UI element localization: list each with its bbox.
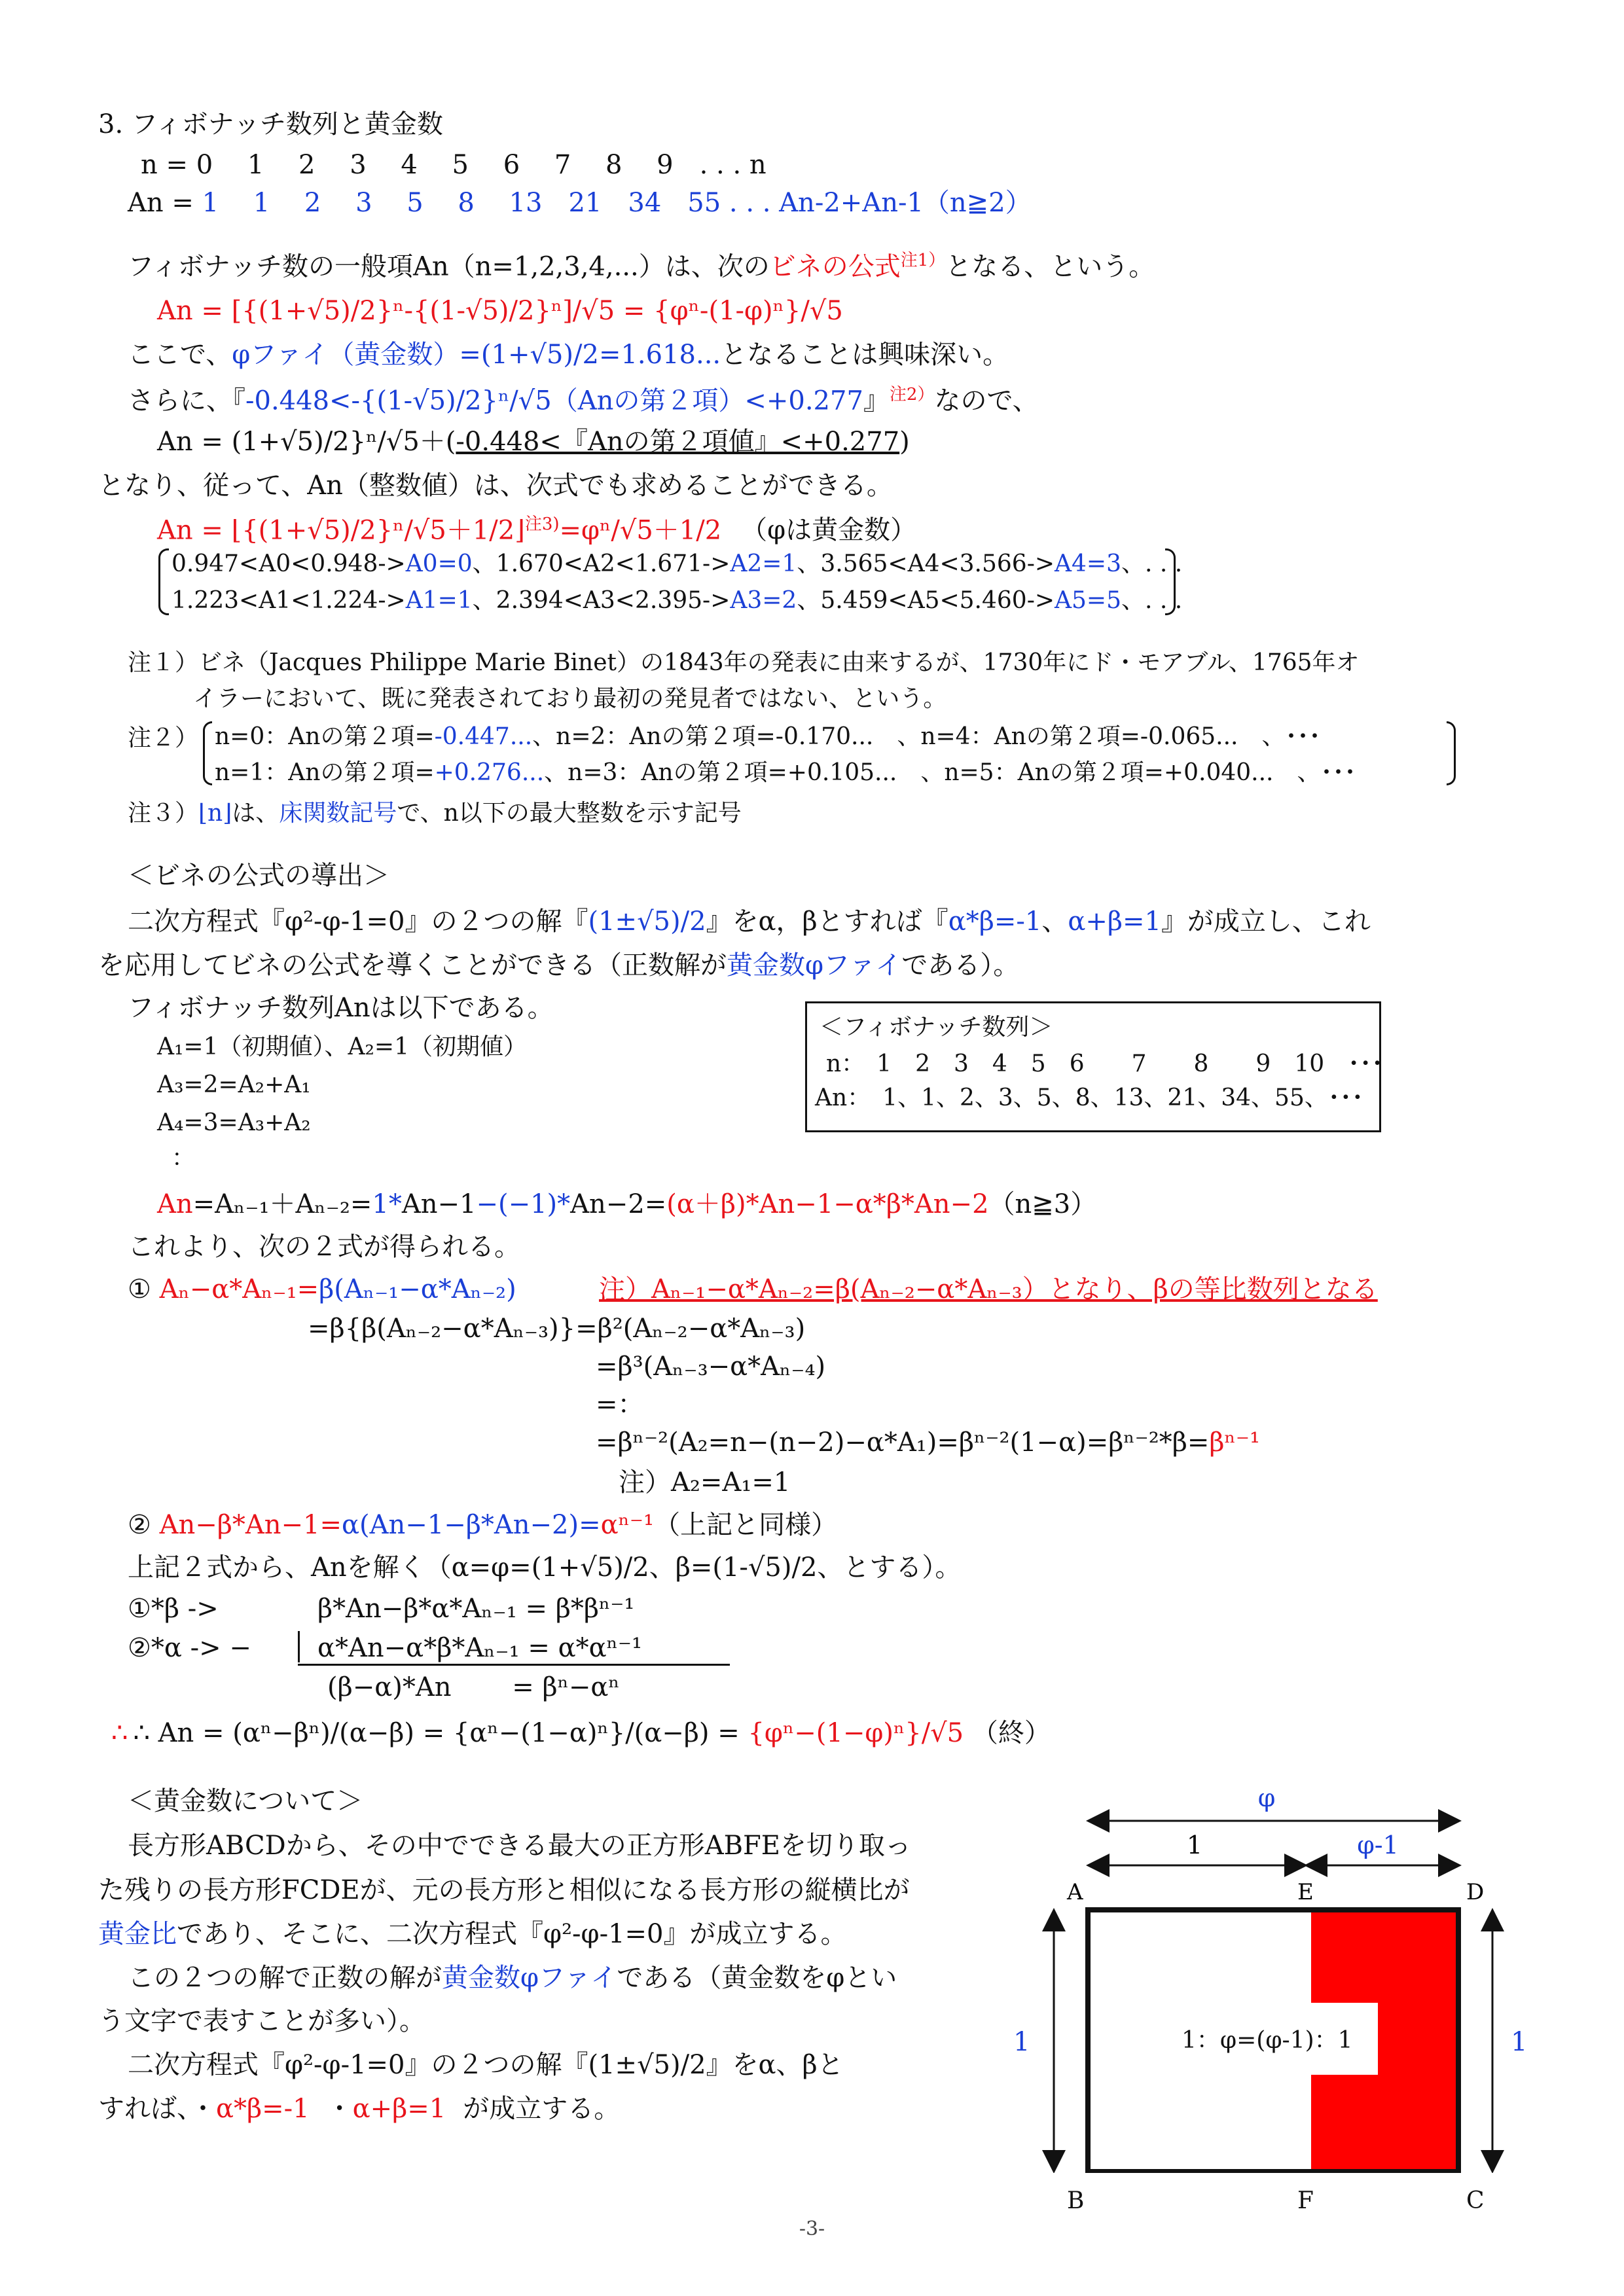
bracket-row-2-segment: 、. . .: [1121, 587, 1183, 614]
page-number: -3-: [799, 2217, 825, 2240]
vertex-e: E: [1297, 1879, 1314, 1905]
dp1-e: 、: [1041, 906, 1068, 937]
note2-row-2-segment: +0.276...: [434, 759, 545, 786]
ellipsis-vertical: ：: [171, 1145, 196, 1172]
golden-p3-rest: であり、そこに、二次方程式『φ²-φ-1=0』が成立する。: [177, 1919, 847, 1949]
a1-a2-line: A₁=1（初期値）、A₂=1（初期値）: [157, 1033, 527, 1060]
golden-ratio-term: 黄金比: [98, 1919, 177, 1949]
golden-rectangle-svg: [1034, 1780, 1545, 2173]
bracket-row-2-segment: A3=2: [730, 587, 797, 614]
decomp-c: ): [899, 427, 910, 457]
dp1-sum: α+β=1: [1068, 906, 1161, 937]
an-recurrence-segment: (α＋β)*An−1−α*β*An−2: [666, 1189, 989, 1219]
an-recurrence-segment: An: [157, 1189, 193, 1219]
golden-number-value: φファイ（黄金数）=(1+√5)/2=1.618...: [232, 340, 721, 370]
fibonacci-box-n: n： 1 2 3 4 5 6 7 8 9 10 ･･･: [826, 1050, 1384, 1077]
note2-row-1: [215, 725, 1321, 749]
floor-formula: An = ⌊{(1+√5)/2}ⁿ/√5＋1/2⌋: [157, 515, 525, 546]
golden-p7-sum: α+β=1: [352, 2094, 446, 2124]
derivation-heading: ＜ビネの公式の導出＞: [128, 861, 389, 891]
golden-p1: 長方形ABCDから、その中でできる最大の正方形ABFEを切り取っ: [128, 1831, 911, 1861]
an-recurrence-segment: An−2=: [570, 1189, 667, 1219]
golden-p6: 二次方程式『φ²-φ-1=0』の２つの解『(1±√5)/2』をα、βと: [128, 2050, 844, 2080]
note2-row-1-segment: 、n=2：Anの第２項=-0.170... 、n=4：Anの第２項=-0.065... 、･･･: [532, 723, 1321, 750]
range-open: さらに、『: [128, 386, 245, 416]
eq2-number: ②: [128, 1510, 151, 1540]
decomp-b: -0.448<『Anの第２項値』<+0.277: [456, 427, 900, 457]
eq1-l5-result: βⁿ⁻¹: [1209, 1427, 1260, 1458]
integer-value-line: となり、従って、An（整数値）は、次式でも求めることができる。: [98, 471, 893, 501]
golden-p4: [128, 1965, 897, 1991]
golden-rectangle-figure: [1013, 1780, 1545, 2214]
an-recurrence-segment: −(−1)*: [476, 1189, 571, 1219]
floor-function-term: 床関数記号: [279, 800, 397, 827]
bracket-row-1: [171, 552, 1182, 576]
note3-label: 注３）: [128, 800, 199, 827]
note2-row-2: [215, 761, 1356, 785]
binet-intro-line: [128, 251, 1155, 282]
an-label: An =: [128, 188, 202, 218]
eq2-result: αⁿ⁻¹: [600, 1510, 655, 1540]
vertex-c: C: [1466, 2187, 1485, 2214]
ratio-label: 1：φ=(φ-1)：1: [1182, 2027, 1353, 2054]
fibonacci-box-an: An： 1、1、2、3、5、8、13、21、34、55、･･･: [815, 1085, 1363, 1111]
second-term-range-line: [128, 386, 1039, 414]
one-top-label: 1: [1186, 1831, 1203, 1859]
vertex-f: F: [1297, 2187, 1314, 2214]
binet-formula-term: ビネの公式: [769, 251, 901, 282]
note1-ref: 注1）: [900, 251, 946, 270]
eq1-l5-body: =βⁿ⁻²(A₂=n−(n−2)−α*A₁)=βⁿ⁻²(1−α)=βⁿ⁻²*β=: [596, 1427, 1210, 1458]
an-values: 1 1 2 3 5 8 13 21 34 55 . . . An-2+An-1（n≧2）: [202, 188, 1032, 218]
range-post: なので、: [934, 386, 1039, 416]
an-recurrence-segment: 1*: [372, 1189, 402, 1219]
vertex-d: D: [1466, 1879, 1485, 1905]
bracket-row-1-segment: A0=0: [405, 550, 473, 577]
final-body: ∴ An = (αⁿ−βⁿ)/(α−β) = {αⁿ−(1−α)ⁿ}/(α−β) =: [133, 1718, 740, 1748]
final-end: （終）: [971, 1718, 1051, 1748]
right-one-label: 1: [1511, 2027, 1528, 2057]
bracket-row-1-segment: 0.947<A0<0.948->: [171, 550, 406, 577]
eq1-line-4: =：: [596, 1390, 644, 1420]
step3-eq: (β−α)*An = βⁿ−αⁿ: [327, 1672, 620, 1702]
eq2-line: [128, 1512, 837, 1538]
step2-eq: α*An−α*β*Aₙ₋₁ = α*αⁿ⁻¹: [317, 1633, 643, 1663]
eq1-note: 注）Aₙ₋₁−α*Aₙ₋₂=β(Aₙ₋₂−α*Aₙ₋₃）となり、βの等比数列となる: [599, 1274, 1378, 1304]
golden-p7-e: が成立する。: [463, 2094, 621, 2124]
binet-intro-text: フィボナッチ数の一般項An（n=1,2,3,4,...）は、次の: [128, 251, 770, 282]
step2-bracket-vert: [298, 1631, 300, 1662]
final-line: [111, 1720, 1051, 1746]
step-sum-rule: [298, 1664, 730, 1666]
bracket-row-2-segment: 1.223<A1<1.224->: [171, 587, 406, 614]
step2-label: ②*α -> −: [128, 1633, 251, 1663]
floor-symbol: ⌊n⌋: [198, 800, 232, 827]
golden-p7-product: α*β=-1: [216, 2094, 310, 2124]
range-close: 』: [863, 386, 890, 416]
note2-row-1-segment: -0.447...: [434, 723, 533, 750]
derivation-p1: [128, 908, 1371, 935]
golden-p4-term: 黄金数φファイ: [442, 1963, 617, 1993]
floor-formula-tail: =φⁿ/√5＋1/2: [559, 515, 722, 546]
eq1-number: ①: [128, 1274, 151, 1304]
bracket-row-1-segment: 、. . .: [1121, 550, 1183, 577]
golden-p7-a: すれば、・: [98, 2094, 216, 2124]
an-recurrence-segment: An−1: [401, 1189, 477, 1219]
bracket-row-2-segment: A5=5: [1055, 587, 1122, 614]
note3-mid: は、: [232, 800, 280, 827]
bracket-row-2-segment: A1=1: [405, 587, 473, 614]
note3-line: [128, 802, 742, 825]
eq2-lhs: An−β*An−1=: [159, 1510, 342, 1540]
golden-p4-c: である（黄金数をφとい: [617, 1963, 897, 1993]
dp1-a: 二次方程式『φ²-φ-1=0』の２つの解『: [128, 906, 588, 937]
note2-row-2-segment: 、n=3：Anの第２項=+0.105... 、n=5：Anの第２項=+0.040... 、･･･: [544, 759, 1356, 786]
eq1-line-3: =β³(Aₙ₋₃−α*Aₙ₋₄): [596, 1352, 826, 1382]
floor-formula-line: [157, 514, 917, 546]
eq2-note: （上記と同様）: [654, 1510, 838, 1540]
note2-right-brace: [1447, 721, 1456, 785]
left-one-label: 1: [1013, 2027, 1030, 2057]
dp1-c: 』をα，βとすれば『: [706, 906, 948, 937]
note1-line-2: イラーにおいて、既に発表されており最初の発見者ではない、という。: [193, 685, 947, 712]
two-equations-line: これより、次の２式が得られる。: [128, 1232, 520, 1262]
bracket-row-2: [171, 589, 1182, 613]
decomp-a: An = (1+√5)/2}ⁿ/√5＋(: [157, 427, 456, 457]
dp1-roots: (1±√5)/2: [588, 906, 706, 937]
a3-line: A₃=2=A₂+A₁: [157, 1071, 311, 1098]
step1-label: ①*β ->: [128, 1594, 219, 1624]
phi-is-golden: （φは黄金数）: [741, 515, 917, 546]
bracket-row-1-segment: A2=1: [730, 550, 797, 577]
phi-label: φ: [1257, 1784, 1276, 1812]
n-index-row: n = 0 1 2 3 4 5 6 7 8 9 . . . n: [141, 150, 767, 180]
an-recurrence-segment: =A: [192, 1189, 234, 1219]
an-recurrence-segment: （n≧3）: [988, 1189, 1097, 1219]
eq1-line-2: =β{β(Aₙ₋₂−α*Aₙ₋₃)}=β²(Aₙ₋₂−α*Aₙ₋₃): [308, 1314, 806, 1344]
dp1-product: α*β=-1: [948, 906, 1042, 937]
step1-eq: β*An−β*α*Aₙ₋₁ = β*βⁿ⁻¹: [317, 1594, 635, 1624]
binet-intro-end: となる、という。: [945, 251, 1155, 282]
therefore-symbol: ∴: [111, 1718, 128, 1748]
dp1-g: 』が成立し、これ: [1161, 906, 1371, 937]
golden-number-line: [128, 342, 1009, 368]
binet-formula: An = [{(1+√5)/2}ⁿ-{(1-√5)/2}ⁿ]/√5 = {φⁿ-(1-φ)ⁿ}/√5: [157, 296, 843, 326]
a4-line: A₄=3=A₃+A₂: [157, 1109, 311, 1136]
eq1-lhs: Aₙ−α*Aₙ₋₁=: [159, 1274, 319, 1304]
bracket-row-1-segment: 、3.565<A4<3.566->: [797, 550, 1055, 577]
golden-number-pre: ここで、: [128, 340, 232, 370]
vertex-a: A: [1067, 1879, 1083, 1905]
an-values-row: [128, 190, 1032, 216]
eq1-line: [128, 1276, 516, 1302]
bracket-row-1-segment: A4=3: [1055, 550, 1122, 577]
dp2-golden: 黄金数φファイ: [727, 950, 902, 980]
range-expr: -0.448<-{(1-√5)/2}ⁿ/√5（Anの第２項）<+0.277: [245, 386, 863, 416]
golden-p3: [98, 1921, 847, 1947]
section-title: 3. フィボナッチ数列と黄金数: [98, 109, 443, 139]
note2-left-brace: [203, 721, 212, 785]
golden-p4-a: この２つの解で正数の解が: [128, 1963, 442, 1993]
note2-row-2-segment: n=1：Anの第２項=: [215, 759, 435, 786]
bracket-row-2-segment: 、5.459<A5<5.460->: [797, 587, 1055, 614]
vertex-b: B: [1067, 2187, 1085, 2214]
note2-row-1-segment: n=0：Anの第２項=: [215, 723, 435, 750]
left-brace: [158, 548, 169, 615]
golden-p5: う文字で表すことが多い）。: [98, 2006, 425, 2036]
derivation-p3: フィボナッチ数列Anは以下である。: [128, 993, 554, 1023]
eq2-rhs: α(An−1−β*An−2)=: [342, 1510, 601, 1540]
bracket-row-2-segment: 、2.394<A3<2.395->: [472, 587, 731, 614]
note2-label: 注２）: [128, 725, 199, 751]
bracket-row-1-segment: 、1.670<A2<1.671->: [472, 550, 731, 577]
final-result: {φⁿ−(1−φ)ⁿ}/√5: [748, 1718, 964, 1748]
golden-p2: た残りの長方形FCDEが、元の長方形と相似になる長方形の縦横比が: [98, 1875, 910, 1905]
note1-line-1: 注１）ビネ（Jacques Philippe Marie Binet）の1843年の発表に由来するが、1730年にド・モアブル、1765年オ: [128, 649, 1360, 676]
dp2-c: である）。: [901, 950, 1020, 980]
note2-ref: 注2）: [889, 385, 935, 404]
an-decomposition-line: [157, 429, 910, 455]
an-recurrence-segment: ₙ₋₁＋Aₙ₋₂=: [234, 1189, 372, 1219]
phi-minus-one-label: φ-1: [1357, 1831, 1399, 1859]
eq1-rhs: β(Aₙ₋₁−α*Aₙ₋₂): [319, 1274, 516, 1304]
fibonacci-box-title: ＜フィボナッチ数列＞: [820, 1014, 1053, 1041]
derivation-p2: [98, 952, 1019, 978]
golden-p7-dot: ・: [326, 2094, 353, 2124]
golden-heading: ＜黄金数について＞: [128, 1786, 363, 1816]
golden-number-post: となることは興味深い。: [721, 340, 1009, 370]
an-recurrence-line: [157, 1191, 1096, 1217]
note3-ref: 注3): [524, 514, 560, 534]
eq1-line-6: 注）A₂=A₁=1: [619, 1467, 791, 1498]
solve-line: 上記２式から、Anを解く（α=φ=(1+√5)/2、β=(1-√5)/2、とする）。: [128, 1552, 962, 1583]
dp2-a: を応用してビネの公式を導くことができる（正数解が: [98, 950, 727, 980]
eq1-line-5: [596, 1429, 1260, 1456]
note3-tail: で、n以下の最大整数を示す記号: [397, 800, 742, 827]
golden-p7: [98, 2096, 620, 2122]
